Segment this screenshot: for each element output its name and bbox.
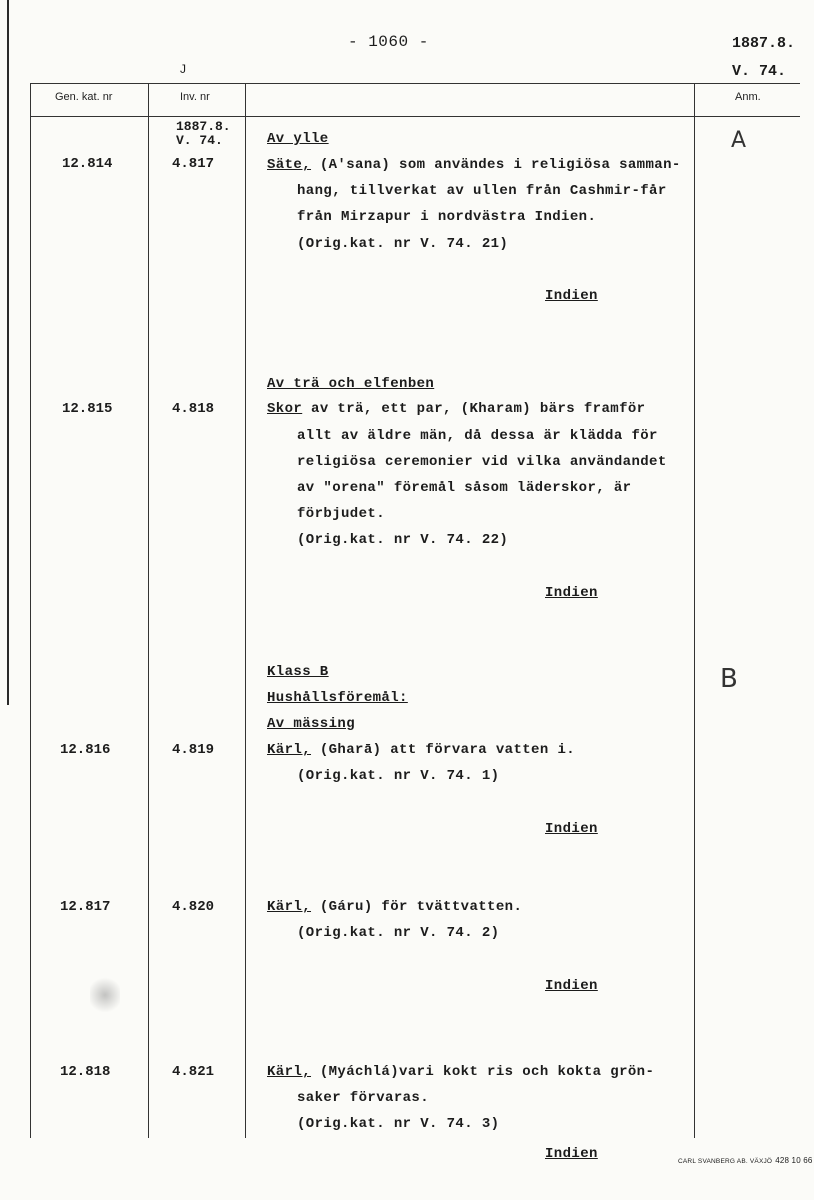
gen-kat-nr: 12.816 [60,742,111,758]
description-line: förbjudet. [297,506,386,522]
description-text: av trä, ett par, (Kharam) bärs framför [302,401,646,417]
description-text: (A'sana) som användes i religiösa samman- [311,157,681,173]
orig-kat-ref: (Orig.kat. nr V. 74. 22) [297,532,509,548]
col-rule-gen [148,83,149,1138]
orig-kat-ref: (Orig.kat. nr V. 74. 21) [297,236,509,252]
description-line: saker förvaras. [297,1090,430,1106]
orig-kat-ref: (Orig.kat. nr V. 74. 1) [297,768,500,784]
inv-nr: 4.821 [172,1064,215,1080]
place-label: Indien [545,1146,598,1162]
material-heading: Av ylle [267,131,329,147]
table-header-rule [30,116,800,117]
table-top-rule [30,83,800,84]
header-date: 1887.8. [732,35,796,52]
item-description-line [267,899,522,915]
printer-footer [678,1156,813,1165]
header-volume: V. 74. [732,63,787,80]
item-name: Säte, [267,157,312,173]
description-text: (Gáru) för tvättvatten. [311,899,523,915]
material-heading: Av mässing [267,716,356,732]
inv-nr: 4.818 [172,401,215,417]
place-label: Indien [545,288,598,304]
printer-name: CARL SVANBERG AB. VÄXJÖ [678,1158,773,1165]
inv-volume: V. 74. [176,133,223,148]
item-name: Kärl, [267,1064,312,1080]
description-text: (Gharā) att förvara vatten i. [311,742,576,758]
col-header-anm: Anm. [735,91,761,103]
inv-date: 1887.8. [176,119,231,134]
binding-edge [7,0,9,705]
gen-kat-nr: 12.817 [60,899,111,915]
description-line: hang, tillverkat av ullen från Cashmir-får [297,183,667,199]
form-number: 428 10 66 [775,1156,813,1165]
orig-kat-ref: (Orig.kat. nr V. 74. 3) [297,1116,500,1132]
item-description-line [267,742,575,758]
material-heading: Av trä och elfenben [267,376,435,392]
description-text: (Myáchlá)vari kokt ris och kokta grön- [311,1064,655,1080]
col-rule-anm [694,83,695,1138]
ink-smudge [90,975,120,1015]
item-description-line [267,401,645,417]
inv-nr: 4.819 [172,742,215,758]
tick-mark: J [180,62,186,76]
item-description-line [267,1064,654,1080]
category-heading: Hushållsföremål: [267,690,408,706]
description-line: religiösa ceremonier vid vilka användandet [297,454,667,470]
description-line: allt av äldre män, då dessa är klädda för [297,428,658,444]
gen-kat-nr: 12.815 [62,401,113,417]
anm-mark-b: B [720,664,738,694]
place-label: Indien [545,821,598,837]
orig-kat-ref: (Orig.kat. nr V. 74. 2) [297,925,500,941]
item-description-line [267,157,681,173]
place-label: Indien [545,978,598,994]
item-name: Kärl, [267,742,312,758]
description-line: från Mirzapur i nordvästra Indien. [297,209,597,225]
page-number: - 1060 - [348,33,429,51]
col-rule-inv [245,83,246,1138]
gen-kat-nr: 12.814 [62,156,113,172]
col-rule-left [30,83,31,1138]
class-heading: Klass B [267,664,329,680]
description-line: av "orena" föremål såsom läderskor, är [297,480,632,496]
gen-kat-nr: 12.818 [60,1064,111,1080]
inv-nr: 4.817 [172,156,215,172]
col-header-gen: Gen. kat. nr [55,91,113,103]
place-label: Indien [545,585,598,601]
inv-nr: 4.820 [172,899,215,915]
anm-mark-a: A [731,128,747,153]
item-name: Kärl, [267,899,312,915]
item-name: Skor [267,401,303,417]
col-header-inv: Inv. nr [180,91,210,103]
